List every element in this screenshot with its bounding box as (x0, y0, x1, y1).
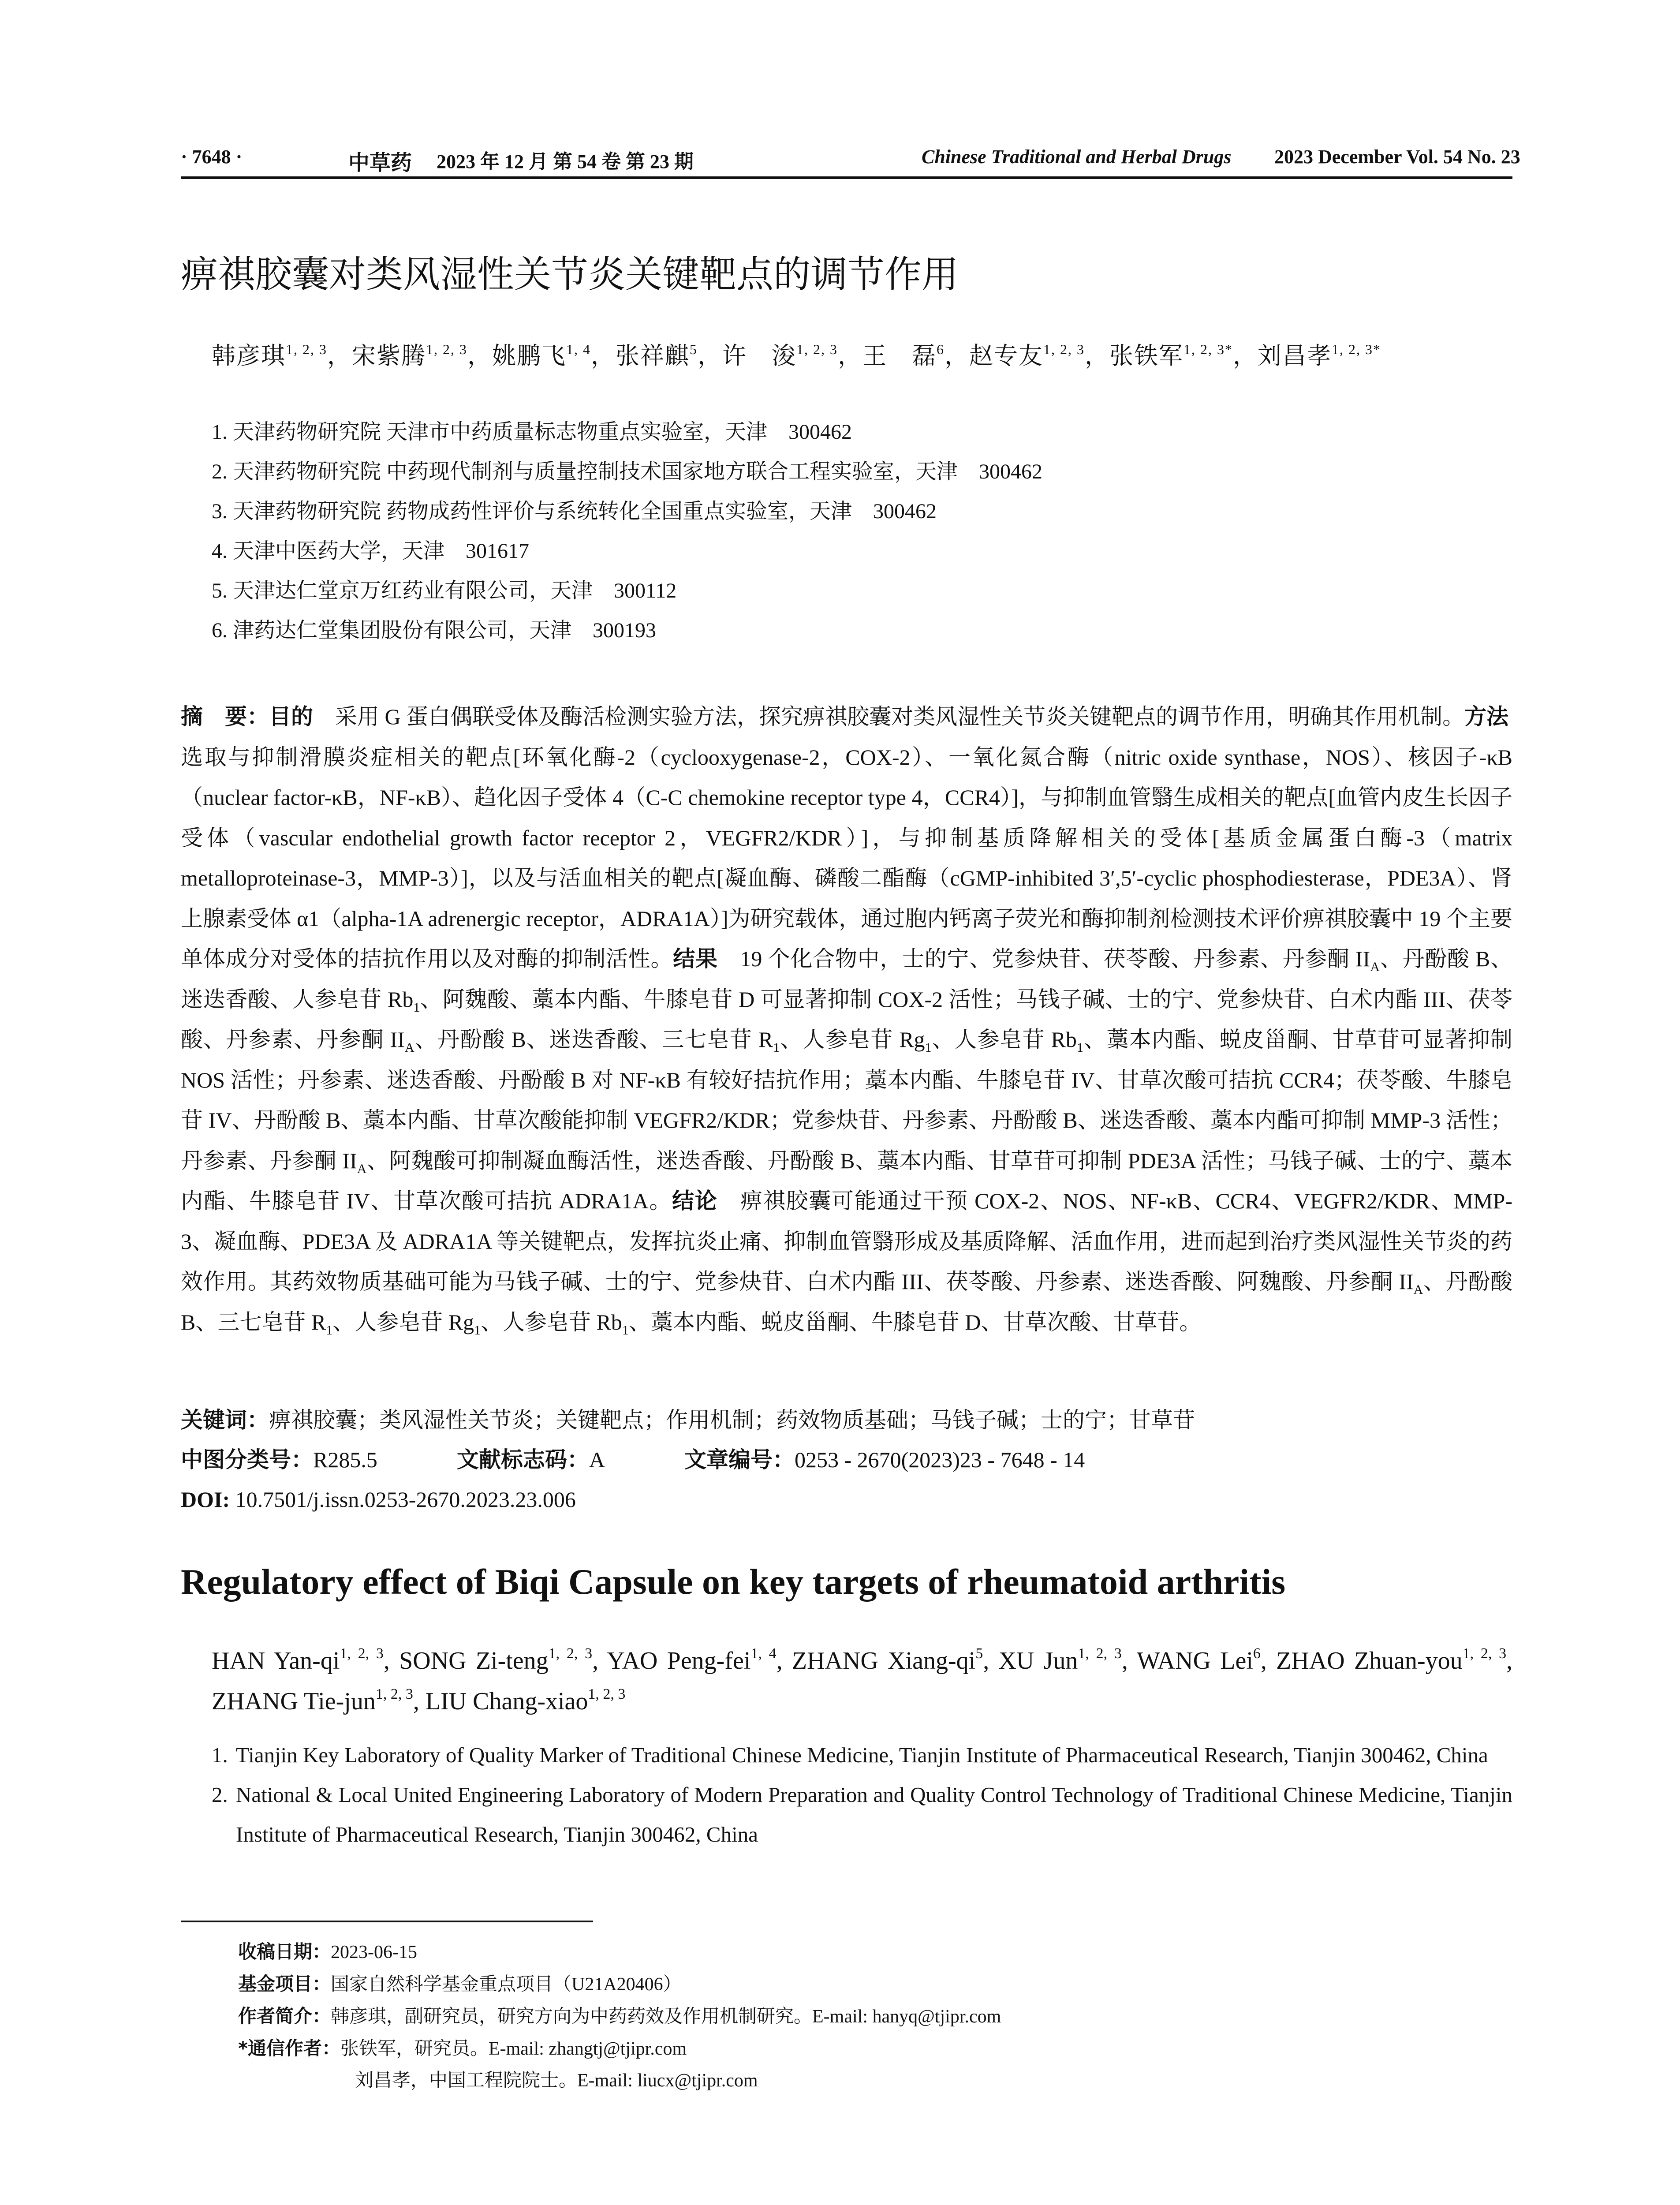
en-author (212, 1688, 413, 1715)
en-author-name: LIU Chang-xiao (425, 1688, 588, 1715)
cn-author (1109, 343, 1233, 369)
cn-author-name: 张祥麒 (616, 343, 690, 369)
affiliation-cn-2: 2. 天津药物研究院 中药现代制剂与质量控制技术国家地方联合工程实验室，天津 300462 (212, 460, 1043, 483)
subscript-1: 1 (773, 1040, 780, 1055)
affiliation-cn-5: 5. 天津达仁堂京万红药业有限公司，天津 300112 (212, 579, 677, 602)
doi-label: DOI: (181, 1487, 230, 1512)
subscript-1: 1 (474, 1323, 481, 1338)
en-author-affiliation-marker: 1, 2, 3 (340, 1645, 384, 1662)
cn-author-affiliation-marker: 1, 2, 3 (426, 341, 467, 357)
corresponding-author (238, 2033, 1512, 2065)
keywords (181, 1400, 1512, 1440)
issue-en: 2023 December Vol. 54 No. 23 (1274, 146, 1520, 168)
cn-author-affiliation-marker: 1, 4 (566, 341, 591, 357)
affiliation-cn-1: 1. 天津药物研究院 天津市中药质量标志物重点实验室，天津 300462 (212, 420, 852, 444)
objective-label: 目的 (269, 704, 313, 729)
journal-name-en: Chinese Traditional and Herbal Drugs (922, 146, 1232, 168)
cn-author (492, 343, 591, 369)
conclusion-label: 结论 (672, 1188, 718, 1214)
en-author-name: XU Jun (998, 1647, 1078, 1674)
results-text-2: 、丹酚酸 B、迷迭香酸、人参皂苷 Rb (181, 946, 1513, 1012)
subscript-1: 1 (925, 1040, 932, 1055)
title-cn: 痹祺胶囊对类风湿性关节炎关键靶点的调节作用 (181, 253, 959, 296)
cn-author-affiliation-marker: 1, 2, 3 (286, 341, 327, 357)
bio-value: 韩彦琪，副研究员，研究方向为中药药效及作用机制研究。E-mail: hanyq@tjipr.com (331, 2007, 1001, 2027)
results-text-1: 19 个化合物中，士的宁、党参炔苷、茯苓酸、丹参素、丹参酮 II (717, 946, 1370, 971)
affiliations-cn (212, 419, 1512, 657)
en-author-affiliation-marker: 1, 2, 3 (375, 1686, 413, 1702)
en-author-name: YAO Peng-fei (607, 1647, 751, 1674)
affiliation-en-text: Tianjin Key Laboratory of Quality Marker of Traditional Chinese Medicine, Tianjin Institute of Pharmaceutical Research, Tianjin 300462, China (236, 1743, 1488, 1767)
affiliation-en-number: 2. (212, 1783, 228, 1807)
cn-author (616, 343, 698, 369)
en-author (998, 1647, 1121, 1674)
affiliation-en-1 (212, 1735, 1512, 1775)
cn-author (969, 343, 1085, 369)
cn-author-affiliation-marker: 5 (690, 341, 698, 357)
authors-en: HAN Yan-qi$^{1, 2, 3}$, SONG Zi-teng$^{1, 2, 3}$, YAO Peng-fei$^{1, 4}$, ZHANG Xiang-$qi^5$, XU Jun$^{1, 2, 3}$, WANG Lei$^6$, ZHAO Zhuan-you$^{1, 2, 3}$, ZHANG Tie-jun$^{1, 2, 3}$, LIU Chang-xiao$^{1, 2, 3}$ (212, 1645, 1513, 1715)
doi-value[interactable]: 10.7501/j.issn.0253-2670.2023.23.006 (235, 1487, 576, 1512)
abstract-label: 摘 要： (181, 704, 269, 729)
subscript-1: 1 (1076, 1040, 1083, 1055)
en-author-affiliation-marker: 1, 2, 3 (548, 1645, 593, 1662)
affiliation-cn-4: 4. 天津中医药大学，天津 301617 (212, 539, 530, 563)
en-author-affiliation-marker: 6 (1253, 1645, 1261, 1662)
objective-text: 采用 G 蛋白偶联受体及酶活检测实验方法，探究痹祺胶囊对类风湿性关节炎关键靶点的调节作用，明确其作用机制。 (313, 704, 1465, 729)
doc-code-value: A (589, 1447, 605, 1472)
cn-author-affiliation-marker: 1, 2, 3 (796, 341, 838, 357)
en-author-affiliation-marker: 1, 2, 3 (1078, 1645, 1122, 1662)
results-text-4: 、丹酚酸 B、迷迭香酸、三七皂苷 R (414, 1027, 773, 1052)
article-number-value: 0253 - 2670(2023)23 - 7648 - 14 (794, 1447, 1085, 1472)
footnotes (238, 1936, 1512, 2097)
corresponding-value-2: 刘昌孝，中国工程院院士。E-mail: liucx@tjipr.com (355, 2070, 758, 2091)
en-author-affiliation-marker: 1, 2, 3 (1462, 1645, 1507, 1662)
en-author-name: WANG Lei (1137, 1647, 1253, 1674)
footnote-rule (181, 1921, 593, 1922)
en-author-name: SONG Zi-teng (399, 1647, 549, 1674)
cn-author-affiliation-marker: 6 (937, 341, 945, 357)
bio-label: 作者简介： (238, 2005, 331, 2027)
fund-note (238, 1968, 1512, 2000)
cn-author-name: 刘昌孝 (1258, 343, 1332, 369)
subscript-1: 1 (622, 1323, 629, 1338)
results-text-7: 、藁本内酯、蜕皮甾酮、甘草苷可显著抑制 NOS 活性；丹参素、迷迭香酸、丹酚酸 B 对 NF-κB 有较好拮抗作用；藁本内酯、牛膝皂苷 IV、甘草次酸可拮抗 CCR4；茯苓酸、牛膝皂苷 IV、丹酚酸 B、藁本内酯、甘草次酸能抑制 VEGFR2/KDR；党参炔苷、丹参素、丹酚酸 B、迷迭香酸、藁本内酯可抑制 MMP-3 活性；丹参素、丹参酮 II (181, 1027, 1512, 1173)
en-author (426, 1688, 626, 1715)
cn-author-affiliation-marker: 1, 2, 3* (1332, 341, 1381, 357)
page-number: · 7648 · (181, 146, 243, 168)
fund-label: 基金项目： (238, 1973, 331, 1995)
corresponding-label: *通信作者： (238, 2037, 340, 2059)
results-text-5: 、人参皂苷 Rg (780, 1027, 925, 1052)
corresponding-value-1: 张铁军，研究员。E-mail: zhangtj@tjipr.com (340, 2039, 687, 2059)
journal-name-cn: 中草药 (348, 150, 412, 175)
en-author-name: ZHANG Xiang-qi (791, 1647, 976, 1674)
cn-author (862, 343, 945, 369)
results-text-8: 、阿魏酸可抑制凝血酶活性，迷迭香酸、丹酚酸 B、藁本内酯、甘草苷可抑制 PDE3A 活性；马钱子碱、士的宁、藁本内酯、牛膝皂苷 IV、甘草次酸可拮抗 ADRA1A。 (181, 1148, 1512, 1213)
doc-code-label: 文献标志码： (456, 1447, 589, 1472)
conclusion-text-4: 、人参皂苷 Rb (481, 1309, 622, 1334)
affiliation-cn-3: 3. 天津药物研究院 药物成药性评价与系统转化全国重点实验室，天津 300462 (212, 500, 937, 523)
en-author (792, 1647, 983, 1674)
issue-cn: 2023 年 12 月 第 54 卷 第 23 期 (437, 151, 694, 172)
en-author-affiliation-marker: 1, 4 (750, 1645, 777, 1662)
abstract-cn (181, 697, 1531, 1342)
affiliations-en (212, 1735, 1512, 1854)
conclusion-text-1: 痹祺胶囊可能通过干预 COX-2、NOS、NF-κB、CCR4、VEGFR2/KDR、MMP-3、凝血酶、PDE3A 及 ADRA1A 等关键靶点，发挥抗炎止痛、抑制血管翳形成及基质降解、活血作用，进而起到治疗类风湿性关节炎的药效作用。其药效物质基础可能为马钱子碱、士的宁、党参炔苷、白术内酯 III、茯苓酸、丹参素、迷迭香酸、阿魏酸、丹参酮 II (181, 1188, 1513, 1294)
en-author-name: HAN Yan-qi (212, 1647, 340, 1674)
cn-author-name: 王 磊 (862, 343, 937, 369)
subscript-a: A (404, 1040, 414, 1055)
en-author (399, 1647, 592, 1674)
received-value: 2023-06-15 (331, 1942, 417, 1962)
cn-author-name: 宋紫腾 (352, 343, 426, 369)
cn-author (1258, 343, 1381, 369)
affiliation-cn-6: 6. 津药达仁堂集团股份有限公司，天津 300193 (212, 619, 657, 642)
cn-author (212, 343, 327, 369)
cn-author-name: 张铁军 (1109, 343, 1183, 369)
classification-line (181, 1440, 1512, 1480)
doi-line (181, 1480, 1512, 1519)
affiliation-en-2 (212, 1775, 1512, 1854)
cn-author-name: 韩彦琪 (212, 343, 286, 369)
cn-author-affiliation-marker: 1, 2, 3 (1043, 341, 1085, 357)
conclusion-text-2: 、丹酚酸 B、三七皂苷 R (181, 1269, 1512, 1334)
subscript-1: 1 (326, 1323, 333, 1338)
author-bio (238, 2000, 1512, 2033)
cn-author-name: 姚鹏飞 (492, 343, 566, 369)
en-author (1137, 1647, 1261, 1674)
results-label: 结果 (673, 946, 718, 972)
conclusion-text-3: 、人参皂苷 Rg (332, 1309, 474, 1334)
en-author-name: ZHAO Zhuan-you (1276, 1647, 1463, 1674)
subscript-a: A (1413, 1282, 1423, 1297)
article-number-label: 文章编号： (684, 1447, 795, 1472)
cn-author-name: 赵专友 (969, 343, 1043, 369)
en-author-name: ZHANG Tie-jun (212, 1688, 376, 1715)
en-author-affiliation-marker: 1, 2, 3 (588, 1686, 626, 1702)
subscript-a: A (357, 1161, 367, 1176)
cn-author-affiliation-marker: 1, 2, 3* (1183, 341, 1233, 357)
title-en: Regulatory effect of Biqi Capsule on key targets of rheumatoid arthritis (181, 1562, 1286, 1602)
cn-author (722, 343, 838, 369)
keywords-label: 关键词： (181, 1407, 269, 1433)
methods-label: 方法 (1464, 704, 1509, 729)
en-author (212, 1647, 384, 1674)
clc-label: 中图分类号： (181, 1447, 313, 1472)
authors-cn: 韩彦琪$^{1, 2, 3}$，宋紫腾$^{1, 2, 3}$，姚鹏飞$^{1, 4}$，张祥麒$^5$，许 浚$^{1, 2, 3}$，王 磊$^6$，赵专友$^{1, 2, 3}$，张铁军$^{1, 2, 3*}$，刘昌孝$^{1, 2, 3*}$ (212, 341, 1381, 369)
results-text-6: 、人参皂苷 Rb (931, 1027, 1077, 1052)
conclusion-text-5: 、藁本内酯、蜕皮甾酮、牛膝皂苷 D、甘草次酸、甘草苷。 (628, 1309, 1202, 1334)
cn-author (352, 343, 467, 369)
cn-author-name: 许 浚 (722, 343, 796, 369)
subscript-1: 1 (413, 1000, 420, 1015)
affiliation-en-text: National & Local United Engineering Laboratory of Modern Preparation and Quality Control Technology of Traditional Chinese Medicine, Tianjin Institute of Pharmaceutical Research, Tianjin 300462, China (236, 1783, 1512, 1846)
methods-text: 选取与抑制滑膜炎症相关的靶点[环氧化酶-2（cyclooxygenase-2，COX-2）、一氧化氮合酶（nitric oxide synthase，NOS）、核因子-κB（nuclear factor-κB，NF-κB）、趋化因子受体 4（C-C chemokine receptor type 4，CCR4）]，与抑制血管翳生成相关的靶点[血管内皮生长因子受体（vascular endothelial growth factor receptor 2，VEGFR2/KDR）]，与抑制基质降解相关的受体[基质金属蛋白酶-3（matrix metalloproteinase-3，MMP-3）]，以及与活血相关的靶点[凝血酶、磷酸二酯酶（cGMP-inhibited 3′,5′-cyclic phosphodiesterase，PDE3A）、肾上腺素受体 α1（alpha-1A adrenergic receptor，ADRA1A）]为研究载体，通过胞内钙离子荧光和酶抑制剂检测技术评价痹祺胶囊中 19 个主要单体成分对受体的拮抗作用以及对酶的抑制活性。 (181, 704, 1531, 971)
clc-value: R285.5 (313, 1447, 377, 1472)
en-author-affiliation-marker: 5 (975, 1645, 983, 1662)
header-rule (181, 176, 1512, 179)
affiliation-en-number: 1. (212, 1743, 228, 1767)
results-text-3: 、阿魏酸、藁本内酯、牛膝皂苷 D 可显著抑制 COX-2 活性；马钱子碱、士的宁、党参炔苷、白术内酯 III、茯苓酸、丹参素、丹参酮 II (181, 987, 1512, 1052)
received-label: 收稿日期： (238, 1941, 331, 1962)
running-header (181, 146, 1520, 176)
corresponding-author-2 (238, 2065, 1512, 2097)
keywords-text: 痹祺胶囊；类风湿性关节炎；关键靶点；作用机制；药效物质基础；马钱子碱；士的宁；甘草苷 (269, 1408, 1195, 1432)
subscript-a: A (1370, 960, 1380, 974)
en-author (607, 1647, 776, 1674)
fund-value: 国家自然科学基金重点项目（U21A20406） (331, 1974, 682, 1995)
received-date (238, 1936, 1512, 1968)
en-author (1276, 1647, 1506, 1674)
